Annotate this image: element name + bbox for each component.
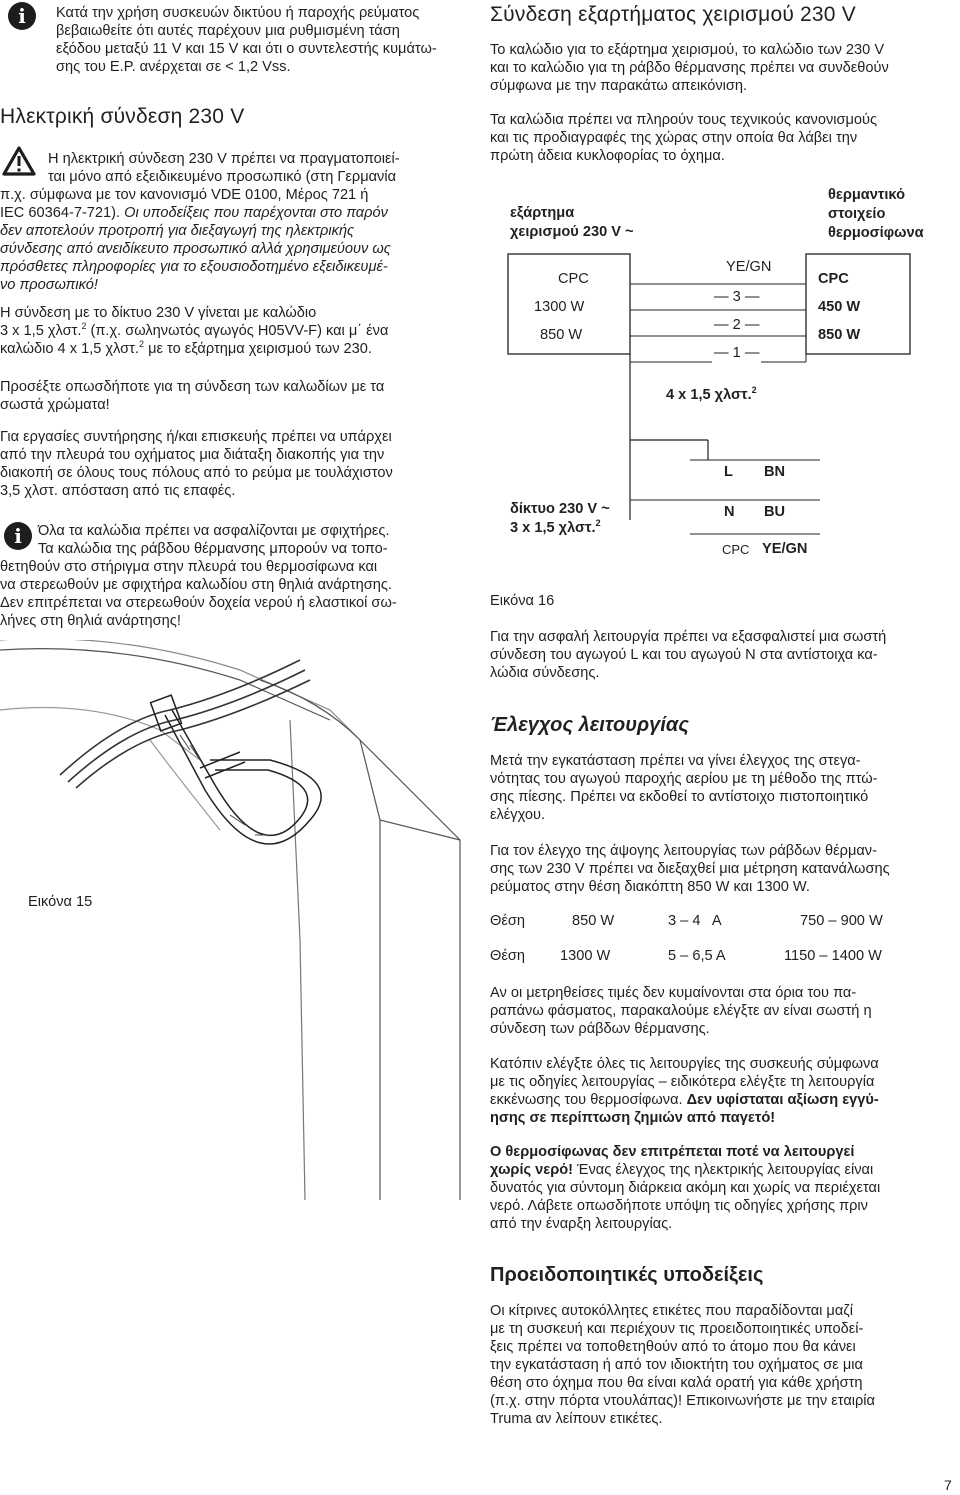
warning-text <box>0 186 460 294</box>
out-of-range-text: Αν οι μετρηθείσες τιμές δεν κυμαίνονται στα όρια του πα- ραπάνω φάσματος, παρακαλούμε ελέγξτε αν είναι σωστή η σύνδεση των ράβδων θέρμανσης. <box>490 985 872 1037</box>
cable-4-label: 4 x 1,5 χλστ.$^2$ <box>666 385 757 403</box>
conductor-cpc-label: CPC <box>722 542 750 557</box>
safe-operation-text: Για την ασφαλή λειτουργία πρέπει να εξασφαλιστεί μια σωστή σύνδεση του αγωγού L και του αγωγού N στα αντίστοιχα κα- λώδια σύνδεσης. <box>490 629 887 681</box>
control-connection-text: Το καλώδιο για το εξάρτημα χειρισμού, το καλώδιο των 230 V και το καλώδιο για τη ράβδο θέρμανσης πρέπει να συνδεθούν σύμφωνα με την παρακάτω απεικόνιση. <box>490 42 889 94</box>
conductor-bu-label: BU <box>764 504 786 520</box>
info-cables-rest: θετηθούν στο στήριγμα στην πλευρά του θερμοσίφωνα και να στερεωθούν με σφιχτήρα καλωδίου στη θηλιά ανάρτησης. Δεν επιτρέπεται να στερεωθούν δοχεία νερού ή ελαστικοί σω- λήνες στη θηλιά ανάρτησης! <box>0 559 397 629</box>
gas-check-text: Μετά την εγκατάσταση πρέπει να γίνει έλεγχος της στεγα- νότητας του αγωγού παροχής αερίου με τη μέθοδο της πτώ- σης πίεσης. Πρέπει να εκδοθεί το αντίστοιχο πιστοποιητικό ελέγχου. <box>490 753 878 823</box>
right-box-line-3: 850 W <box>818 327 861 343</box>
right-box-line-2: 450 W <box>818 299 861 315</box>
info-icon: i <box>4 522 32 550</box>
info-note-power-supply: Κατά την χρήση συσκευών δικτύου ή παροχής ρεύματος βεβαιωθείτε ότι αυτές παρέχουν μια ρυθμισμένη τάση εξόδου μεταξύ 11 V και 15 V και ότι ο συντελεστής κυμάτω- σης του Ε.Ρ. ανέρχεται σε < 1,2 Vss. <box>56 5 437 75</box>
left-box-line-3: 850 W <box>540 327 583 343</box>
control-unit-label: εξάρτημα χειρισμού 230 V ~ <box>510 205 634 240</box>
mains-connection-text: Η σύνδεση με το δίκτυο 230 V γίνεται με καλώδιο 3 x 1,5 χλστ.$^2$ (π.χ. σωληνωτός αγωγός H05VV-F) και μ΄ ένα καλώδιο 4 x 1,5 χλστ.$^2$ με το εξάρτημα χειρισμού των 230. <box>0 305 389 357</box>
figure-16-caption: Εικόνα 16 <box>490 593 555 609</box>
warning-text-standard: π.χ. σύμφωνα με τον κανονισμό VDE 0100, Μέρος 721 ή IEC 60364-7-721). <box>0 187 369 221</box>
row-range: 750 – 900 W <box>800 913 883 929</box>
info-cables-line-1: Όλα τα καλώδια πρέπει να ασφαλίζονται με σφιχτήρες. <box>38 523 390 539</box>
row-label: Θέση <box>490 948 525 964</box>
info-icon: i <box>8 2 36 30</box>
regulations-text: Τα καλώδια πρέπει να πληρούν τους τεχνικούς κανονισμούς και τις προδιαγραφές της χώρας στην οποία θα λάβει την πρώτη άδεια κυκλοφορίας το όχημα. <box>490 112 878 164</box>
row-power: 1300 W <box>560 948 611 964</box>
warning-text-italic: Οι υποδείξεις που παρέχονται στο παρόν δεν αποτελούν προτροπή για διεξαγωγή της ηλεκτρικής σύνδεσης από ανειδίκευτο προσωπικό αλλά χρησιμεύουν ως πρόσθετες πληροφορίες για το εξουσιοδοτημένο εξειδικευμέ- νο προσωπικό! <box>0 205 391 293</box>
warning-line-1: Η ηλεκτρική σύνδεση 230 V πρέπει να πραγματοποιεί- <box>48 151 400 167</box>
conductor-l-label: L <box>724 464 733 480</box>
warning-line-2: ται μόνο από εξειδικευμένο προσωπικό (στη Γερμανία <box>48 169 397 185</box>
wire-ye-gn-label: YE/GN <box>726 259 772 275</box>
right-box-line-1: CPC <box>818 271 849 287</box>
left-box-line-1: CPC <box>558 271 589 287</box>
page-number: 7 <box>944 1477 952 1493</box>
current-measurement-text: Για τον έλεγχο της άψογης λειτουργίας των ράβδων θέρμαν- σης των 230 V πρέπει να διεξαχθεί μια μέτρηση κατανάλωσης ρεύματος στην θέση διακόπτη 850 W και 1300 W. <box>490 843 890 895</box>
heading-warning-notes: Προειδοποιητικές υποδείξεις <box>490 1264 764 1286</box>
conductor-bn-label: BN <box>764 464 786 480</box>
left-box-line-2: 1300 W <box>534 299 585 315</box>
heading-electrical-connection: Ηλεκτρική σύνδεση 230 V <box>0 105 245 128</box>
maintenance-text: Για εργασίες συντήρησης ή/και επισκευής πρέπει να υπάρχει από την πλευρά του οχήματος μια διάταξη διακοπής για την διακοπή σε όλους τους πόλους από το ρεύμα με τουλάχιστον 3,5 χλστ. απόσταση από τις επαφές. <box>0 429 393 499</box>
heading-control-connection: Σύνδεση εξαρτήματος χειρισμού 230 V <box>490 3 856 26</box>
heater-element-label: θερμαντικό στοιχείο θερμοσίφωνα <box>828 187 924 241</box>
conductor-yegn-label: YE/GN <box>762 541 808 557</box>
figure-15-illustration <box>0 640 470 1240</box>
row-label: Θέση <box>490 913 525 929</box>
no-water-warning-text: Ο θερμοσίφωνας δεν επιτρέπεται ποτέ να λειτουργεί χωρίς νερό! Ένας έλεγχος της ηλεκτρικής λειτουργίας είναι δυνατός για σύντομη διάρκεια ακόμη και χωρίς να περιέχεται νερό. Λάβετε οπωσδήποτε υπόψη τις οδηγίες χρήσης πριν από την έναρξη λειτουργίας. <box>490 1144 881 1232</box>
wiring-diagram <box>490 180 960 610</box>
row-current: 5 – 6,5 A <box>668 948 726 964</box>
wire-3-label: — 3 — <box>714 289 760 305</box>
figure-15-caption: Εικόνα 15 <box>28 894 93 910</box>
mains-label: δίκτυο 230 V ~ 3 x 1,5 χλστ.$^2$ <box>510 501 610 536</box>
conductor-n-label: N <box>724 504 735 520</box>
heading-function-check: Έλεγχος λειτουργίας <box>490 714 689 736</box>
warning-icon <box>2 146 36 176</box>
colour-note: Προσέξτε οπωσδήποτε για τη σύνδεση των καλωδίων με τα σωστά χρώματα! <box>0 379 385 413</box>
wire-2-label: — 2 — <box>714 317 760 333</box>
row-power: 850 W <box>572 913 615 929</box>
row-range: 1150 – 1400 W <box>784 948 882 964</box>
wire-1-label: — 1 — <box>714 345 760 361</box>
row-current: 3 – 4 A <box>668 913 722 929</box>
info-cables-line-2: Τα καλώδια της ράβδου θέρμανσης μπορούν να τοπο- <box>38 541 388 557</box>
further-checks-text: Κατόπιν ελέγξτε όλες τις λειτουργίες της συσκευής σύμφωνα με τις οδηγίες λειτουργίας – ειδικότερα ελέγξτε τη λειτουργία εκκένωσης του θερμοσίφωνα. Δεν υφίσταται αξίωση εγγύ- ησης σε περίπτωση ζημιών από παγετό! <box>490 1056 879 1126</box>
warning-labels-text: Οι κίτρινες αυτοκόλλητες ετικέτες που παραδίδονται μαζί με τη συσκευή και περιέχουν τις προειδοποιητικές υποδεί- ξεις πρέπει να τοποθετηθούν από το άτομο που θα κάνει την εγκατάσταση ή από τον ιδιοκτήτη του οχήματος σε μια θέση στο όχημα που θα είναι καλά ορατή για κάθε χρήστη (π.χ. στην πόρτα ντουλάπας)! Επικοινωνήστε με την εταιρία Truma αν λείπουν ετικέτες. <box>490 1303 875 1427</box>
